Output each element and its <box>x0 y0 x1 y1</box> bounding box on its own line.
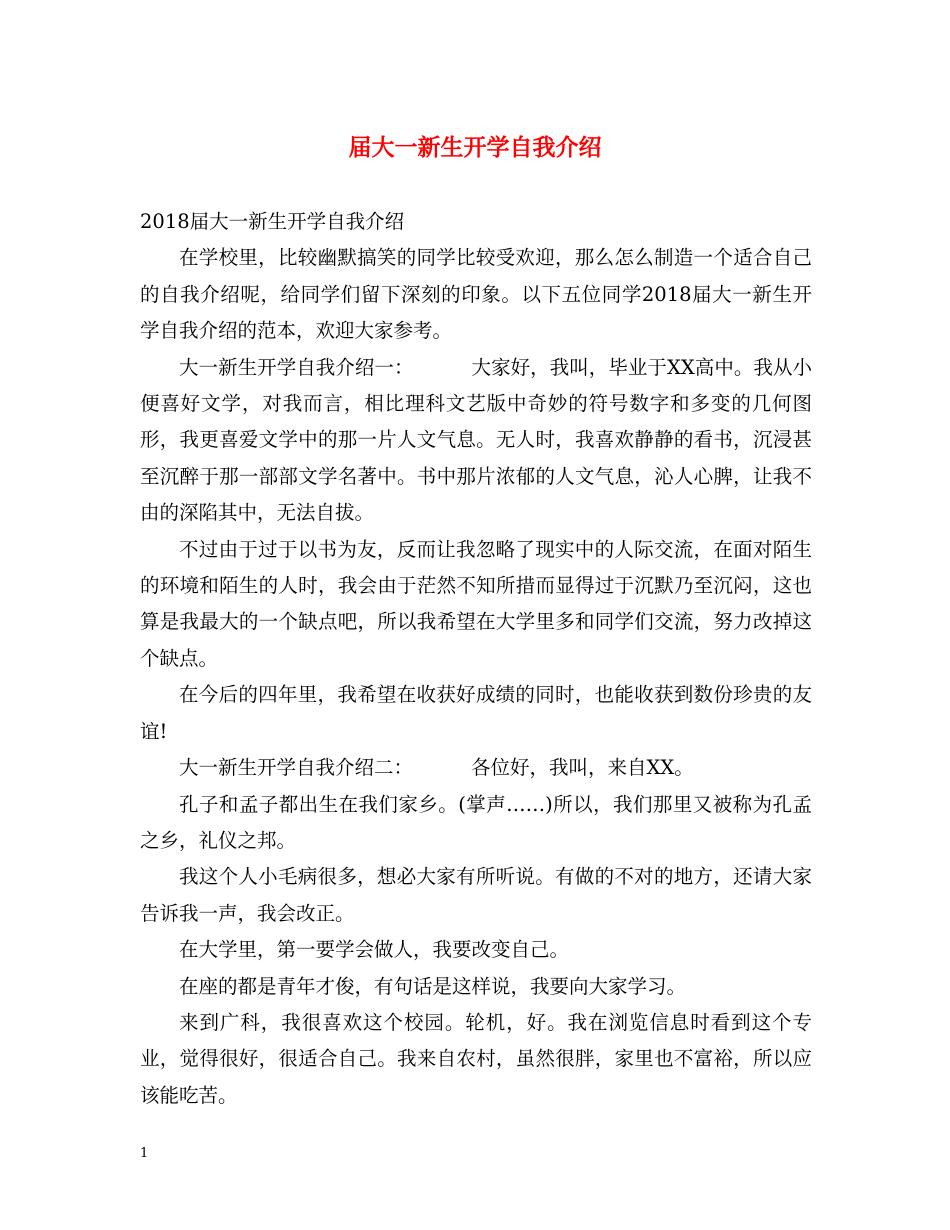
body-paragraph: 不过由于过于以书为友，反而让我忽略了现实中的人际交流，在面对陌生的环境和陌生的人时，我会由于茫然不知所措而显得过于沉默乃至沉闷，这也算是我最大的一个缺点吧，所以我希望在大学里多和同学们交流，努力改掉这个缺点。 <box>140 537 812 670</box>
sample-two-paragraph <box>140 750 812 786</box>
subtitle-paragraph: 2018届大一新生开学自我介绍 <box>140 210 405 233</box>
intro-paragraph: 在学校里，比较幽默搞笑的同学比较受欢迎，那么怎么制造一个适合自己的自我介绍呢，给同学们留下深刻的印象。以下五位同学2018届大一新生开学自我介绍的范本，欢迎大家参考。 <box>140 246 812 343</box>
body-paragraph: 我这个人小毛病很多，想必大家有所听说。有做的不对的地方，还请大家告诉我一声，我会改正。 <box>140 865 812 925</box>
sample-one-text: 大家好，我叫，毕业于XX高中。我从小便喜好文学，对我而言，相比理科文艺版中奇妙的符号数字和多变的几何图形，我更喜爱文学中的那一片人文气息。无人时，我喜欢静静的看书，沉浸甚至沉醉于那一部部文学名著中。书中那片浓郁的人文气息，沁人心脾，让我不由的深陷其中，无法自拔。 <box>140 355 812 525</box>
page-number: 1 <box>140 1146 149 1161</box>
document-title: 届大一新生开学自我介绍 <box>348 135 602 161</box>
body-paragraph: 在座的都是青年才俊，有句话是这样说，我要向大家学习。 <box>179 974 687 998</box>
body-paragraph: 来到广科，我很喜欢这个校园。轮机，好。我在浏览信息时看到这个专业，觉得很好，很适合自己。我来自农村，虽然很胖，家里也不富裕，所以应该能吃苦。 <box>140 1010 812 1107</box>
sample-two-text: 各位好，我叫，来自XX。 <box>471 756 694 780</box>
sample-one-paragraph <box>140 350 812 532</box>
body-paragraph: 在今后的四年里，我希望在收获好成绩的同时，也能收获到数份珍贵的友谊! <box>140 683 812 743</box>
body-paragraph: 孔子和孟子都出生在我们家乡。(掌声……)所以，我们那里又被称为孔孟之乡，礼仪之邦。 <box>140 792 812 852</box>
sample-one-heading: 大一新生开学自我介绍一： <box>179 355 414 379</box>
body-paragraph: 在大学里，第一要学会做人，我要改变自己。 <box>179 938 570 962</box>
document-body <box>140 204 812 1114</box>
sample-two-heading: 大一新生开学自我介绍二： <box>179 756 414 780</box>
